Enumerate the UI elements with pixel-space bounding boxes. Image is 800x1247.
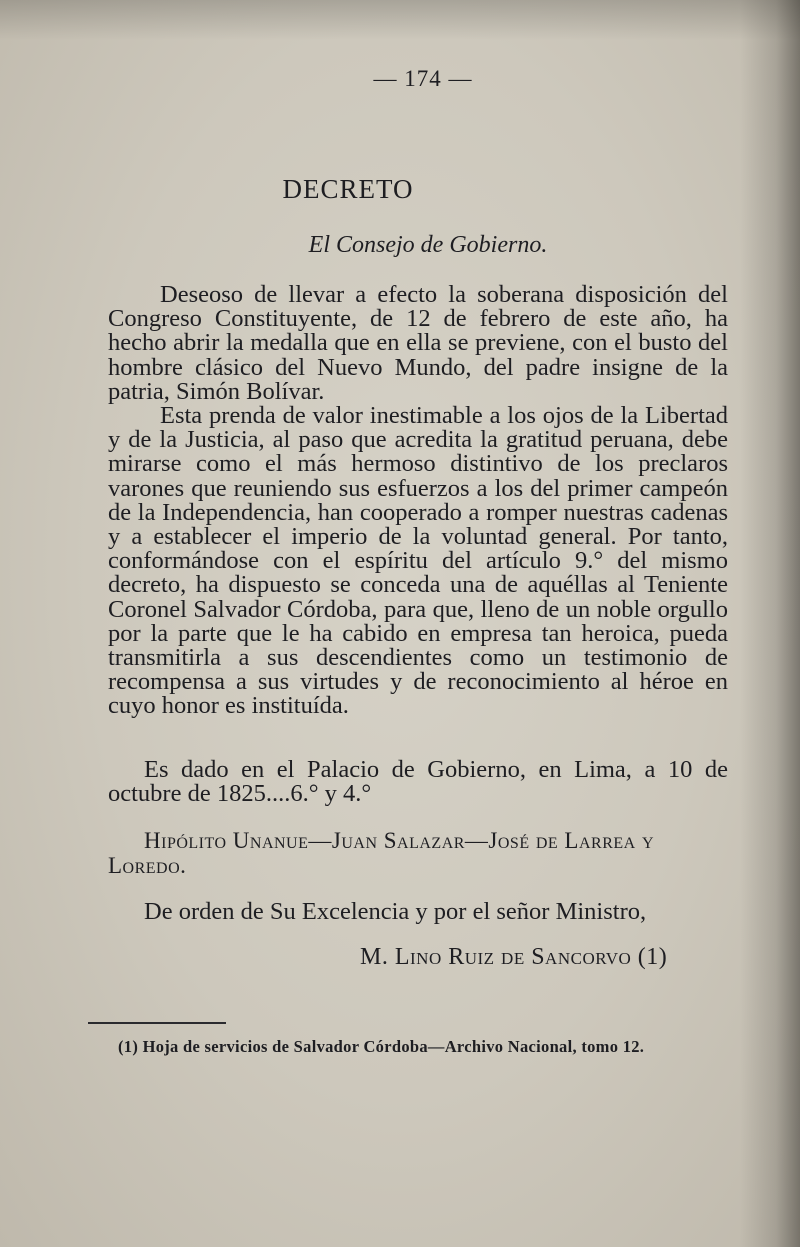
- page-number: — 174 —: [373, 66, 473, 91]
- footnote-divider: [88, 1022, 226, 1024]
- signer-name: M. Lino Ruiz de Sancorvo (1): [360, 944, 668, 970]
- paragraph-2: Esta prenda de valor inestimable a los ojos de la Libertad y de la Justicia, al paso que acredita la gratitud peruana, debe mirarse como el más hermoso distintivo de los preclaros varones que reuniendo sus esfuerzos a los del primer campeón de la Independencia, han cooperado a romper nuestras cadenas y a establecer el imperio de la voluntad general. Por tanto, conformándose con el espíritu del artículo 9.° del mismo decreto, ha dispuesto se conceda una de aquéllas al Teniente Coronel Salvador Córdoba, para que, lleno de un noble orgullo por la parte que le ha cabido en empresa tan heroica, pueda transmitirla a sus descendientes como un testimonio de recompensa a sus virtudes y de reconocimiento al héroe en cuyo honor es instituída.: [108, 402, 728, 720]
- footnote: (1) Hoja de servicios de Salvador Córdoba—Archivo Nacional, tomo 12.: [118, 1037, 645, 1056]
- order-line: De orden de Su Excelencia y por el señor Ministro,: [144, 898, 647, 925]
- signatures: Hipólito Unanue—Juan Salazar—José de Larrea y Loredo.: [108, 828, 655, 878]
- document-heading: DECRETO: [282, 174, 414, 204]
- paragraph-1: Deseoso de llevar a efecto la soberana disposición del Congreso Constituyente, de 12 de febrero de este año, ha hecho abrir la medalla que en ella se previene, con el busto del hombre clásico del Nuevo Mundo, del padre insigne de la patria, Simón Bolívar.: [108, 281, 728, 405]
- decree-body: [108, 283, 728, 719]
- closing-line: Es dado en el Palacio de Gobierno, en Lima, a 10 de octubre de 1825....6.° y 4.°: [108, 756, 728, 808]
- document-page: [108, 0, 728, 1247]
- document-subheading: El Consejo de Gobierno.: [308, 232, 548, 258]
- scan-edge-shadow: [740, 0, 800, 1247]
